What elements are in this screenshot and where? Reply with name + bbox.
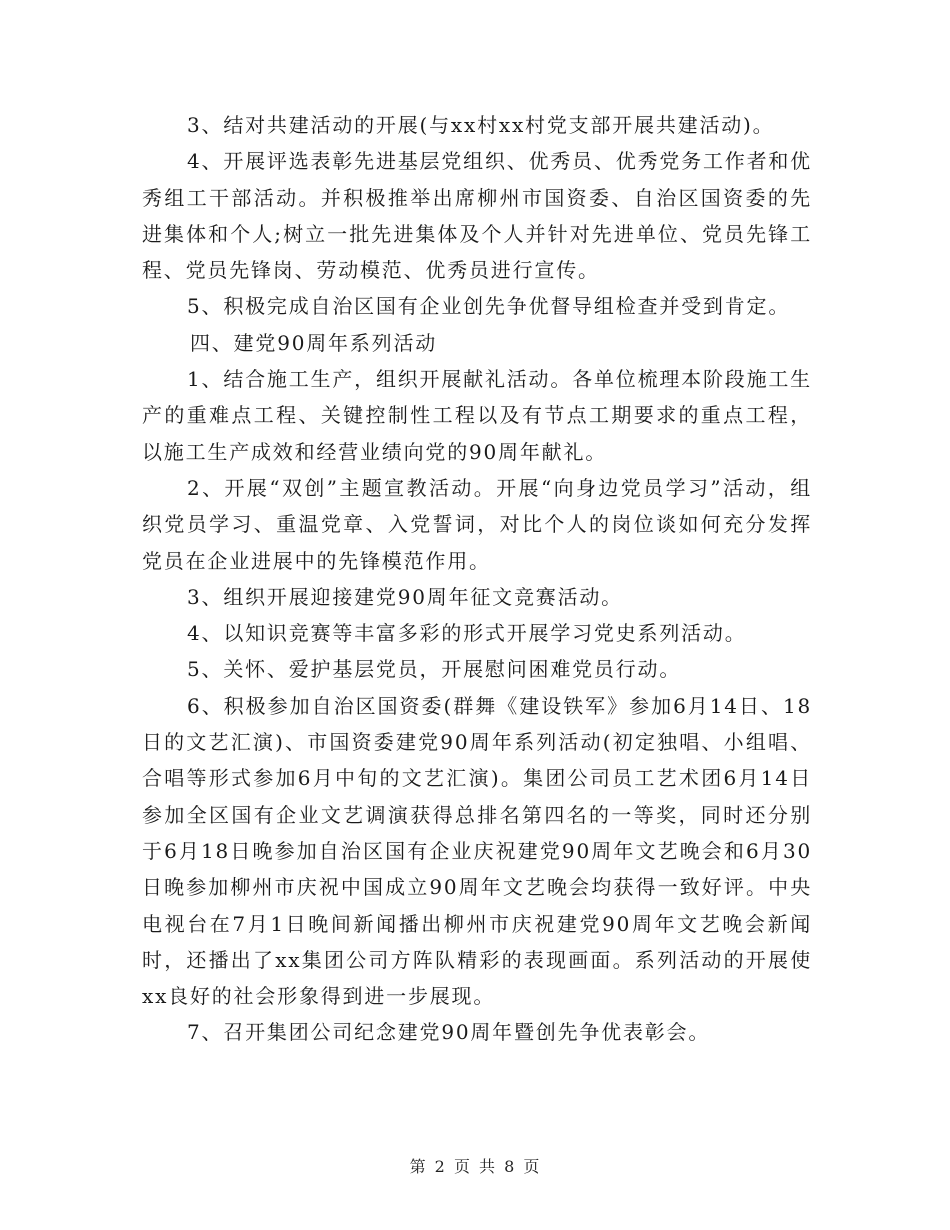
paragraph-4-quiz: 4、以知识竞赛等丰富多彩的形式开展学习党史系列活动。 <box>187 621 747 646</box>
section-heading-4: 四、建党90周年系列活动 <box>190 330 438 355</box>
paragraph-3-essay: 3、组织开展迎接建党90周年征文竞赛活动。 <box>187 584 623 609</box>
paragraph-6-performances: 6、积极参加自治区国资委(群舞《建设铁军》参加6月14日、18日的文艺汇演)、市国资委建党90周年系列活动(初定独唱、小组唱、合唱等形式参加6月中旬的文艺汇演)。集团公司员工艺术团6月14日参加全区国有企业文艺调演获得总排名第四名的一等奖，同时还分别于6月18日晚参加自治区国有企业庆祝建党90周年文艺晚会和6月30日晚参加柳州市庆祝中国成立90周年文艺晚会均获得一致好评。中央电视台在7月1日晚间新闻播出柳州市庆祝建党90周年文艺晚会新闻时，还播出了xx集团公司方阵队精彩的表现画面。系列活动的开展使xx良好的社会形象得到进一步展现。 <box>142 693 812 1009</box>
paragraph-3-pairing: 3、结对共建活动的开展(与xx村xx村党支部开展共建活动)。 <box>187 113 775 137</box>
document-body <box>142 107 812 1051</box>
paragraph-5-care: 5、关怀、爱护基层党员，开展慰问困难党员行动。 <box>187 657 682 682</box>
paragraph-2-education: 2、开展“双创”主题宣教活动。开展“向身边党员学习”活动，组织党员学习、重温党章、入党誓词，对比个人的岗位谈如何充分发挥党员在企业进展中的先锋模范作用。 <box>142 475 812 573</box>
paragraph-5-inspection: 5、积极完成自治区国有企业创先争优督导组检查并受到肯定。 <box>187 294 791 319</box>
paragraph-1-tribute: 1、结合施工生产，组织开展献礼活动。各单位梳理本阶段施工生产的重难点工程、关键控制性工程以及有节点工期要求的重点工程，以施工生产成效和经营业绩向党的90周年献礼。 <box>142 367 812 464</box>
paragraph-4-awards: 4、开展评选表彰先进基层党组织、优秀员、优秀党务工作者和优秀组工干部活动。并积极推举出席柳州市国资委、自治区国资委的先进集体和个人;树立一批先进集体及个人并针对先进单位、党员先锋工程、党员先锋岗、劳动模范、优秀员进行宣传。 <box>142 149 812 283</box>
page-number-footer: 第 2 页 共 8 页 <box>409 1157 541 1176</box>
paragraph-7-commendation: 7、召开集团公司纪念建党90周年暨创先争优表彰会。 <box>187 1020 711 1045</box>
